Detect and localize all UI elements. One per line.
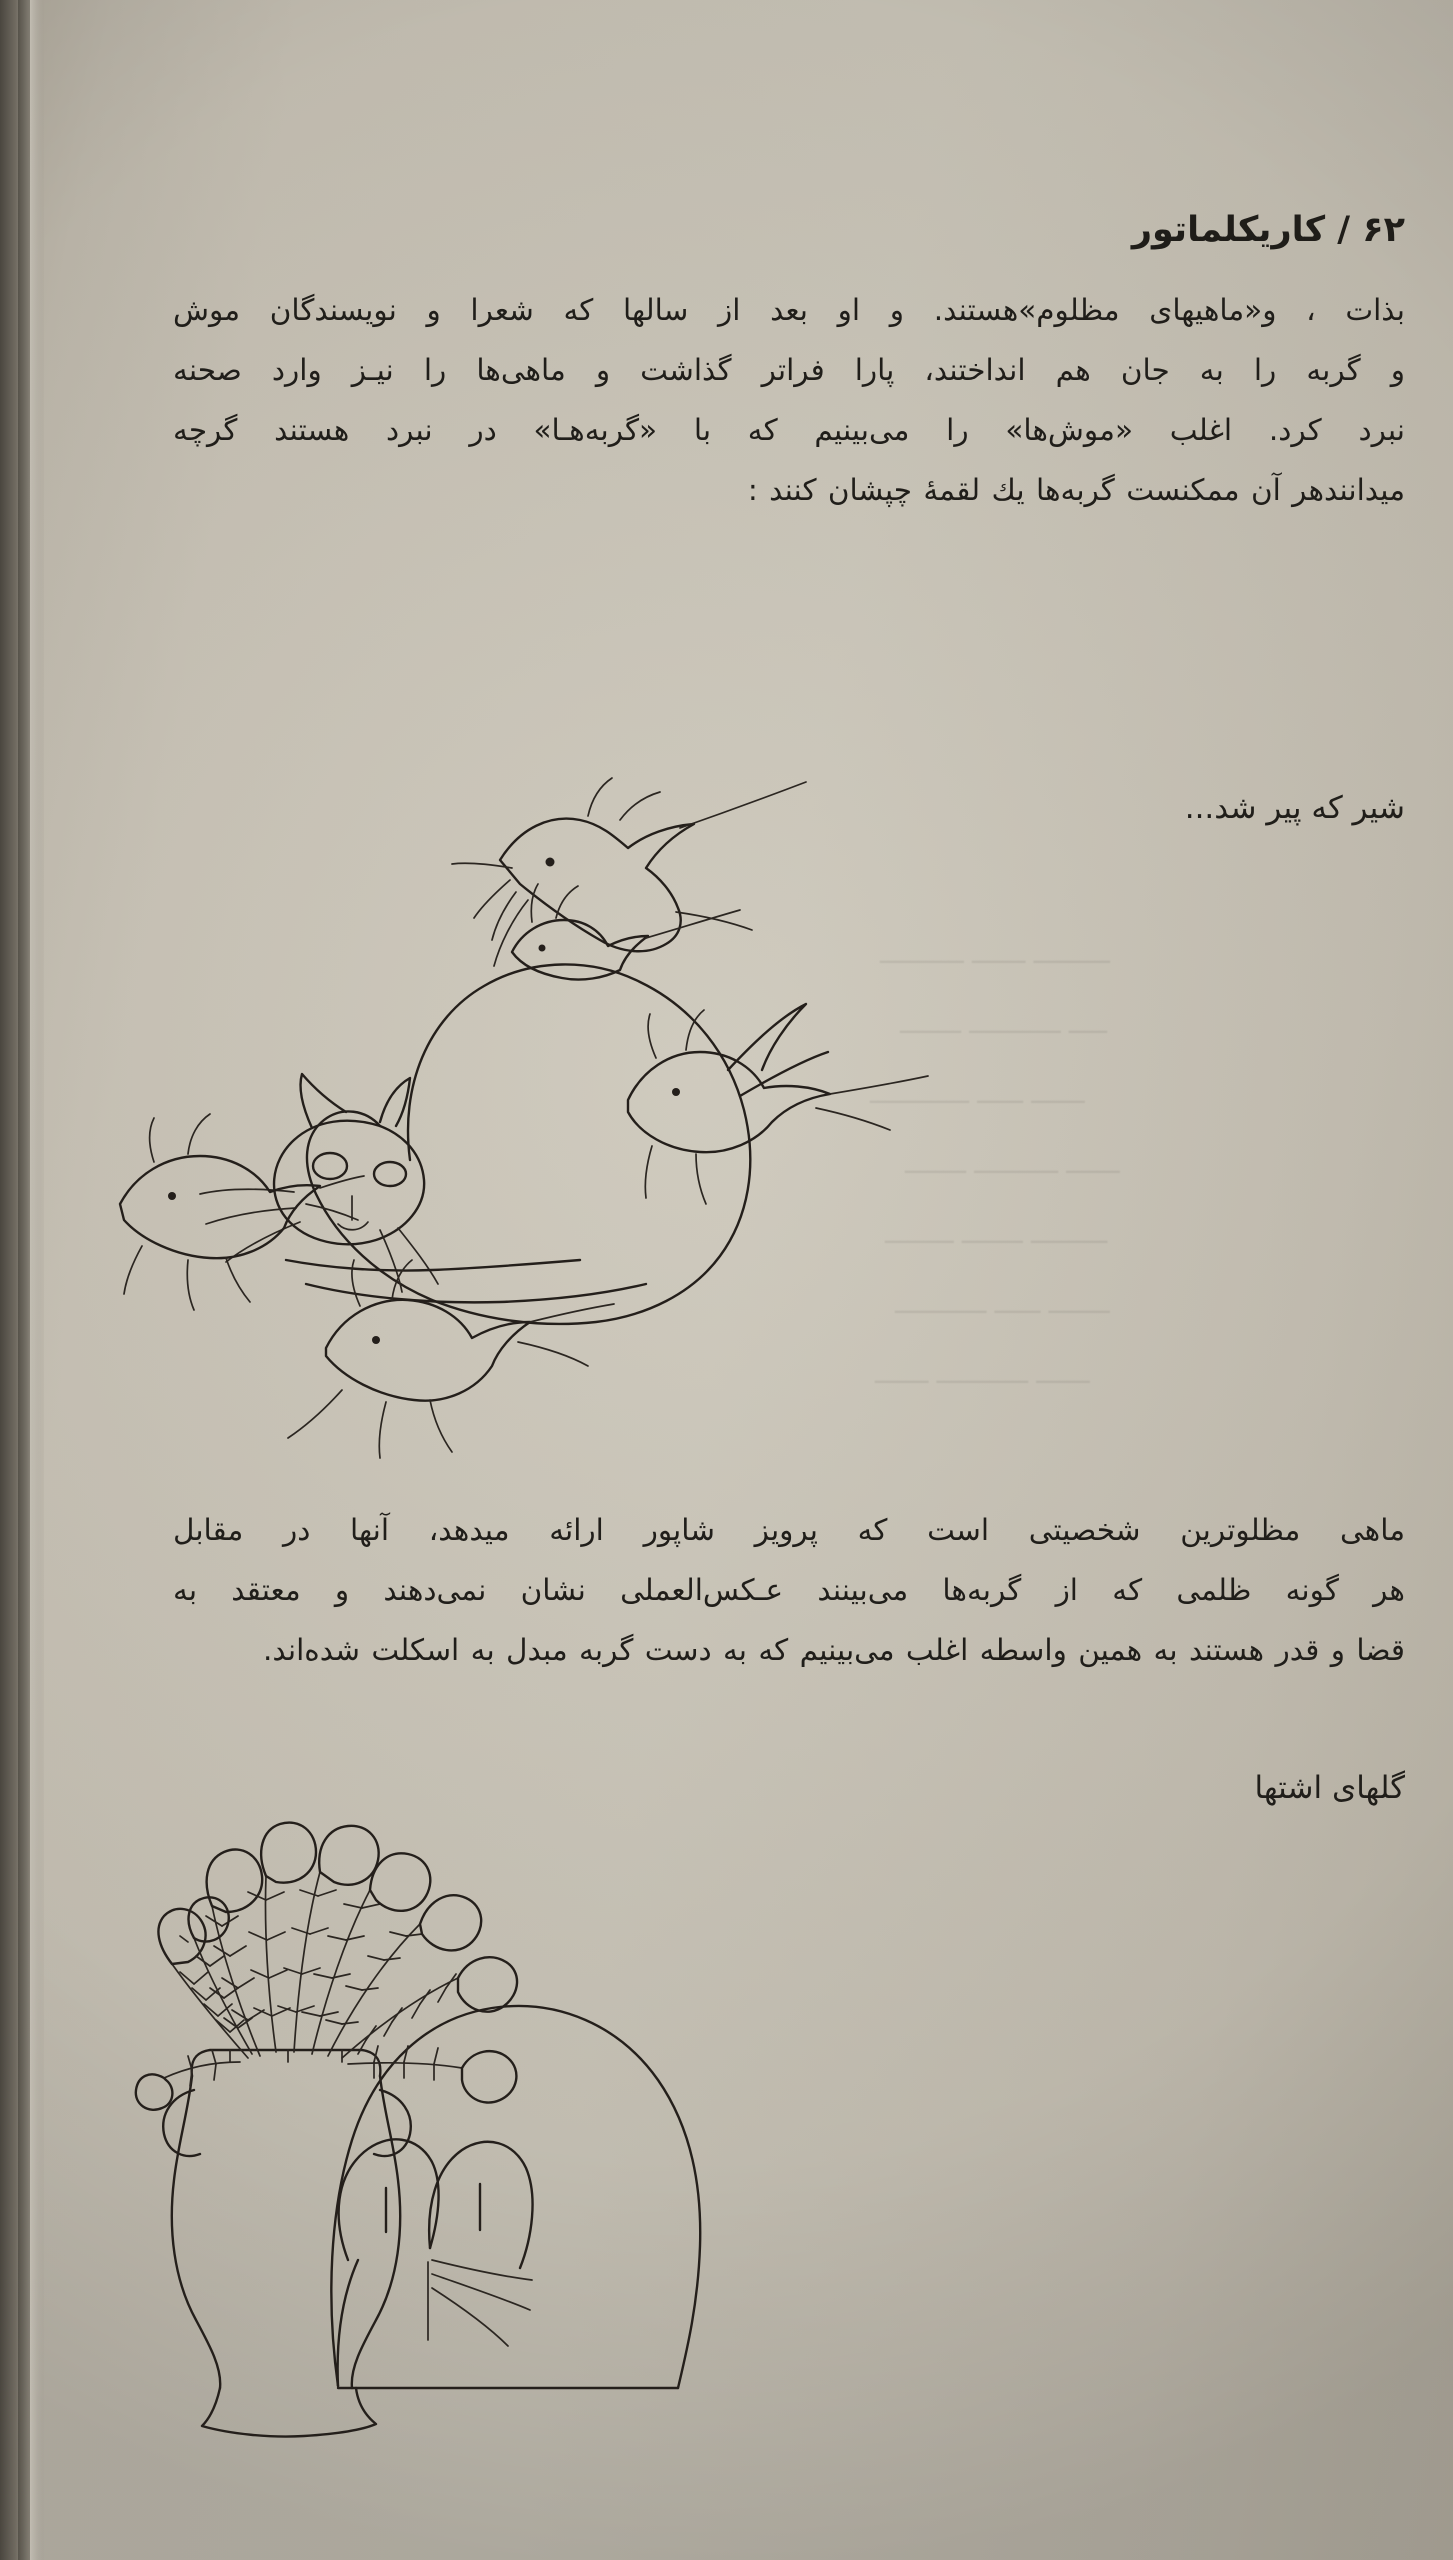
paragraph-1 [173, 280, 1405, 520]
paragraph-1-line: میدانندهر آن ممکنست گربه‌ها یك لقمهٔ چپشان کنند : [747, 473, 1405, 507]
caption-bottom: گلهای اشتها [1254, 1770, 1405, 1806]
showthrough-text: ـــــــــ ــــــــ ــــــــــ [885, 1220, 1108, 1250]
page-header [173, 210, 1405, 250]
showthrough-text: ـــــــــــــ ــــــ ـــــــ [870, 1080, 1085, 1110]
showthrough-text: ــــــــ ـــــــــــ ـــــــ [905, 1150, 1120, 1180]
paragraph-1-line: و گربه را به جان هم انداختند، پارا فراتر گذاشت و ماهی‌ها را نیـز وارد صحنه [173, 353, 1405, 387]
paragraph-1-line: نبرد کرد. اغلب «موش‌ها» را می‌بینیم که با «گربه‌هـا» در نبرد هستند گرچه [173, 413, 1405, 447]
page-content [44, 0, 1453, 2560]
paragraph-2-line: قضا و قدر هستند به همین واسطه اغلب می‌بینیم که به دست گربه مبدل به اسکلت شده‌اند. [263, 1633, 1405, 1667]
paragraph-2-line: ماهی مظلوترین شخصیتی است که پرویز شاپور ارائه میدهد، آنها در مقابل [173, 1513, 1405, 1547]
caption-top: شیر که پیر شد... [1184, 790, 1405, 826]
paragraph-2-line: هر گونه ظلمی که از گربه‌ها می‌بینند عـکس‌العملی نشان نمی‌دهند و معتقد به [173, 1573, 1405, 1607]
showthrough-text: ـــــــ ــــــــــــ ـــــــ [875, 1360, 1090, 1390]
showthrough-text: ــــــــــــ ــــــ ــــــــ [895, 1290, 1110, 1320]
paragraph-1-line: بذات ، و«ماهیهای مظلوم»هستند. و او بعد از سالها که شعرا و نویسندگان موش [173, 293, 1405, 327]
running-head: ۶۲ / کاریکلماتور [1131, 210, 1405, 250]
page-edge-highlight [30, 0, 44, 2560]
showthrough-text: ـــــــــــ ـــــــ ــــــــــ [880, 940, 1110, 970]
paragraph-2 [173, 1500, 1405, 1680]
showthrough-text: ــــــــ ــــــــــــ ـــــ [900, 1010, 1107, 1040]
